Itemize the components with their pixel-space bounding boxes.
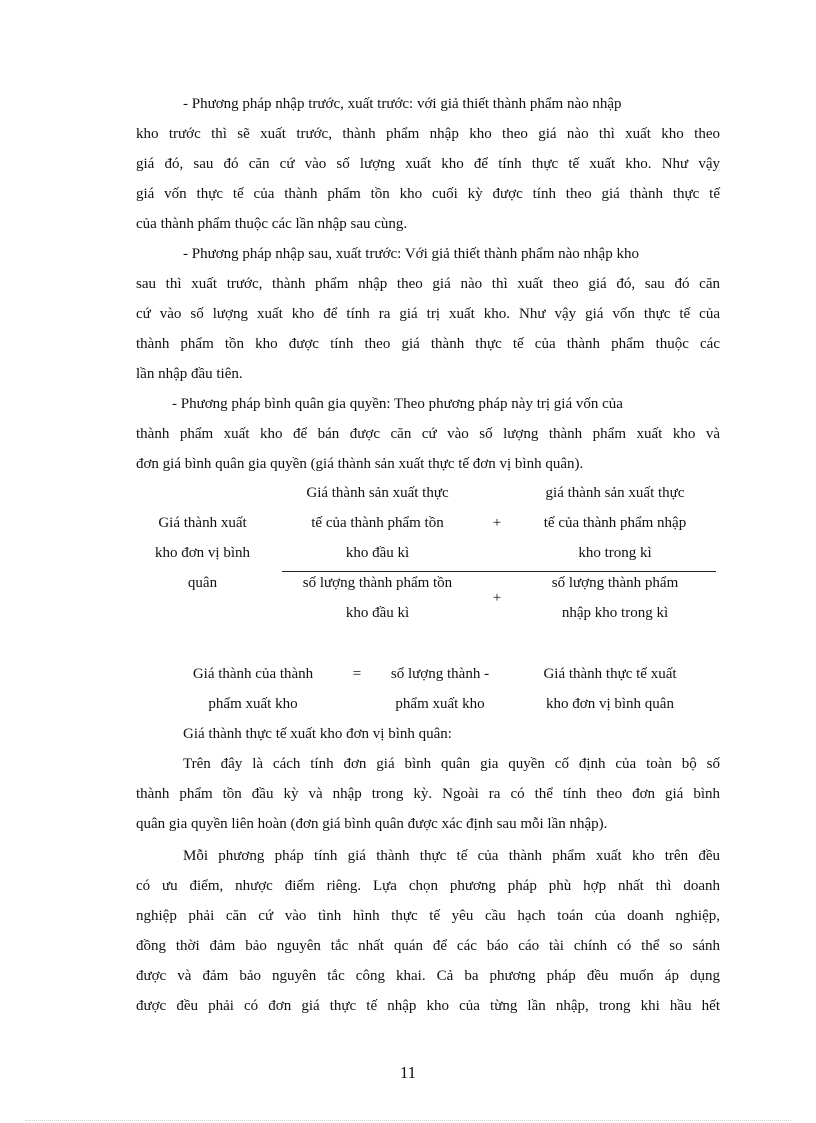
paragraph-2-line-5: lần nhập đầu tiên. [136,366,243,382]
formula1-num-b-3: kho trong kì [578,545,652,561]
formula1-den-b-1: số lượng thành phẩm [551,575,679,591]
paragraph-1-line-4: giá vốn thực tế của thành phẩm tồn kho cuối kỳ được tính theo giá thành thực tế [136,186,720,202]
paragraph-2-line-1: - Phương pháp nhập sau, xuất trước: Với giả thiết thành phẩm nào nhập kho [183,246,639,262]
paragraph-5-line-4: đồng thời đảm bảo nguyên tắc nhất quán để các báo cáo tài chính có thể so sánh [136,938,720,954]
paragraph-4-line-1: Trên đây là cách tính đơn giá bình quân gia quyền cố định của toàn bộ số [183,756,720,772]
paragraph-4-line-2: thành phẩm tồn đầu kỳ và nhập trong kỳ. Ngoài ra có thể tính theo đơn giá bình [136,786,720,802]
formula-caption: Giá thành thực tế xuất kho đơn vị bình quân: [183,726,452,742]
formula1-num-b-1: giá thành sản xuất thực [545,485,685,501]
paragraph-5-line-5: được và đảm bảo nguyên tắc công khai. Cả ba phương pháp đều muốn áp dụng [136,968,720,984]
paragraph-5-line-1: Mỗi phương pháp tính giá thành thực tế của thành phẩm xuất kho trên đều [183,848,720,864]
formula2-right-1: Giá thành thực tế xuất [543,666,677,682]
paragraph-3-line-1: - Phương pháp bình quân gia quyền: Theo phương pháp này trị giá vốn của [172,396,623,412]
paragraph-5-line-6: được đều phải có đơn giá thực tế nhập kho của từng lần nhập, trong khi hầu hết [136,998,720,1014]
paragraph-1-line-2: kho trước thì sẽ xuất trước, thành phẩm nhập kho theo giá nào thì xuất kho theo [136,126,720,142]
formula1-left-2: kho đơn vị bình [154,545,251,561]
paragraph-3-line-3: đơn giá bình quân gia quyền (giá thành sản xuất thực tế đơn vị bình quân). [136,456,584,472]
formula1-num-plus: + [492,515,502,531]
paragraph-2-line-3: cứ vào số lượng xuất kho để tính ra giá trị xuất kho. Như vậy giá vốn thực tế của [136,306,720,322]
page-number: 11 [399,1063,417,1082]
fraction-bar [282,571,716,572]
formula1-num-a-1: Giá thành sản xuất thực [306,485,449,501]
formula1-num-a-3: kho đầu kì [345,545,410,561]
formula2-left-2: phẩm xuất kho [208,696,298,712]
formula2-mid-2: phẩm xuất kho [395,696,485,712]
formula2-equals: = [352,666,362,682]
formula2-right-2: kho đơn vị bình quân [546,696,674,712]
paragraph-3-line-2: thành phẩm xuất kho để bán được căn cứ vào số lượng thành phẩm xuất kho và [136,426,720,442]
formula2-left-1: Giá thành của thành [192,666,314,682]
formula1-den-b-2: nhập kho trong kì [561,605,669,621]
paragraph-1-line-5: của thành phẩm thuộc các lần nhập sau cùng. [136,216,408,232]
paragraph-1-line-3: giá đó, sau đó căn cứ vào số lượng xuất kho để tính thực tế xuất kho. Như vậy [136,156,720,172]
formula1-left-3: quân [187,575,218,591]
formula1-num-b-2: tế của thành phẩm nhập [543,515,687,531]
formula2-mid-1: số lượng thành - [390,666,490,682]
paragraph-5-line-3: nghiệp phải căn cứ vào tình hình thực tế yêu cầu hạch toán của doanh nghiệp, [136,908,720,924]
paragraph-2-line-4: thành phẩm tồn kho được tính theo giá thành thực tế của thành phẩm thuộc các [136,336,720,352]
formula1-den-plus: + [492,590,502,606]
formula1-den-a-2: kho đầu kì [345,605,410,621]
footer-divider [25,1120,791,1121]
paragraph-2-line-2: sau thì xuất trước, thành phẩm nhập theo giá nào thì xuất theo giá đó, sau đó căn [136,276,720,292]
formula1-den-a-1: số lượng thành phẩm tồn [302,575,453,591]
formula1-num-a-2: tế của thành phẩm tồn [311,515,444,531]
paragraph-1-line-1: - Phương pháp nhập trước, xuất trước: với giả thiết thành phẩm nào nhập [183,96,622,112]
formula1-left-1: Giá thành xuất [158,515,247,531]
paragraph-5-line-2: có ưu điểm, nhược điểm riêng. Lựa chọn phương pháp phù hợp nhất thì doanh [136,878,720,894]
paragraph-4-line-3: quân gia quyền liên hoàn (đơn giá bình quân được xác định sau mỗi lần nhập). [136,816,608,832]
